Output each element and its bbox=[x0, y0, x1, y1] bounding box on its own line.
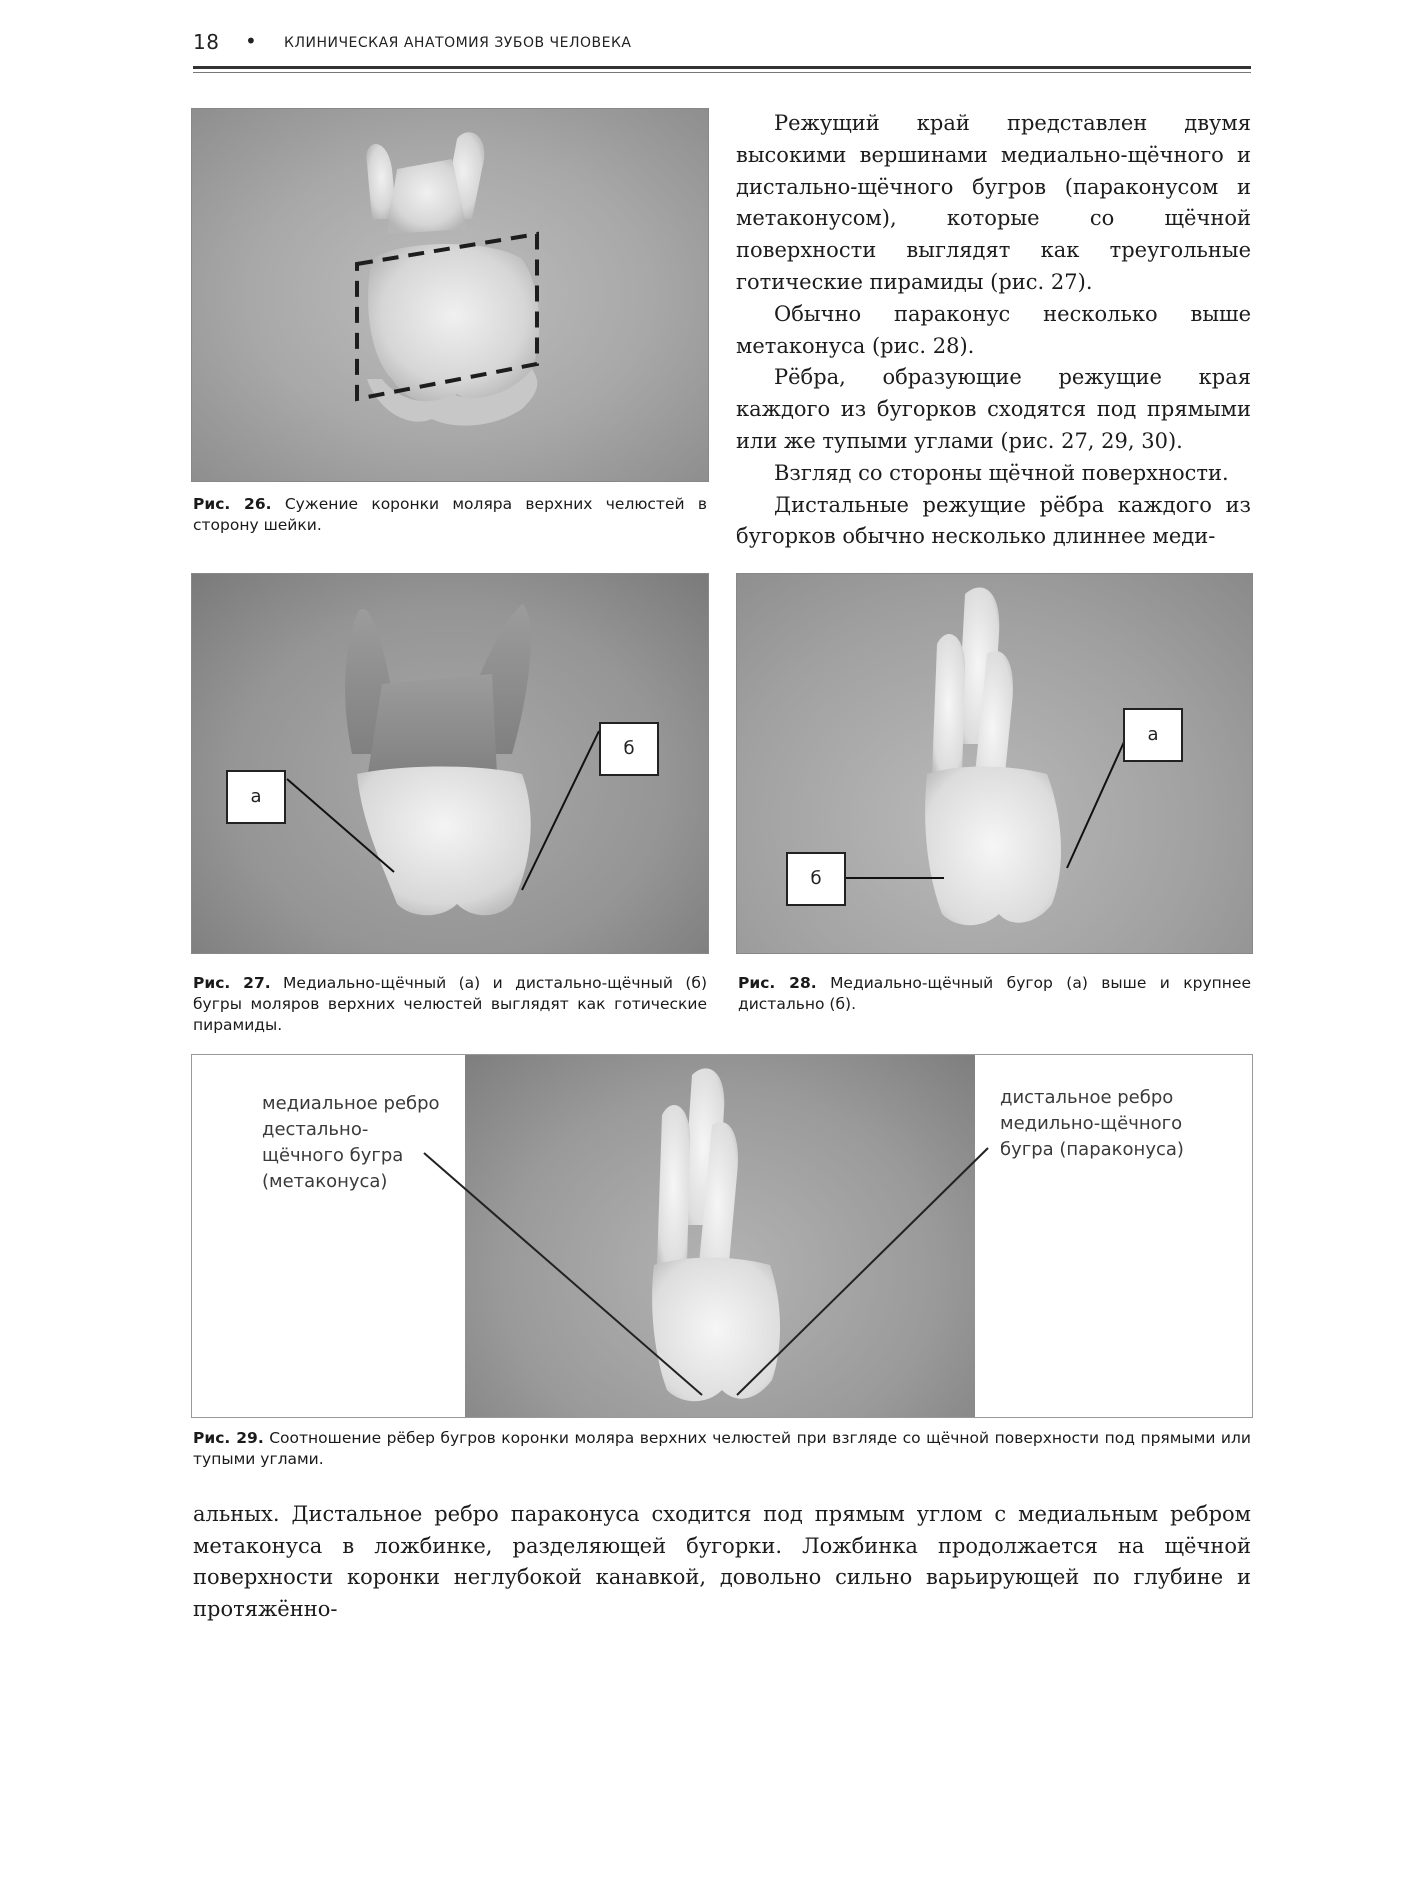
running-header bbox=[193, 30, 1251, 56]
header-rule-thin bbox=[193, 72, 1251, 73]
figure-27-photo bbox=[191, 573, 709, 954]
label-box-a: а bbox=[226, 770, 286, 824]
figure-29-photo bbox=[191, 1054, 1253, 1418]
figure-26-caption bbox=[193, 494, 707, 536]
body-text-bottom bbox=[193, 1499, 1251, 1625]
figure-29-caption-label: Рис. 29. bbox=[193, 1429, 264, 1447]
figure-28-photo bbox=[736, 573, 1253, 954]
body-text-column bbox=[736, 108, 1251, 553]
figure-27-caption-label: Рис. 27. bbox=[193, 974, 271, 992]
label-box-b: б bbox=[599, 722, 659, 776]
annotation-left: медиальное ребро дестально- щёчного бугра (метаконуса) bbox=[262, 1093, 440, 1192]
body-paragraph: Взгляд со стороны щёчной поверхности. bbox=[774, 460, 1229, 485]
figure-28-caption bbox=[738, 973, 1251, 1015]
figure-27-caption-text: Медиально-щёчный (а) и дистально-щёчный (б) бугры моляров верхних челюстей выглядят как готические пирамиды. bbox=[193, 974, 707, 1034]
annotation-right: дистальное ребро медильно-щёчного бугра (параконуса) bbox=[1000, 1087, 1184, 1160]
figure-28-caption-label: Рис. 28. bbox=[738, 974, 817, 992]
body-paragraph: Рёбра, образующие режущие края каждого из бугорков сходятся под прямыми или же тупыми углами (рис. 27, 29, 30). bbox=[736, 365, 1251, 453]
figure-27-caption bbox=[193, 973, 707, 1036]
tooth-illustration bbox=[192, 109, 708, 481]
page-number: 18 bbox=[193, 30, 220, 54]
figure-26-caption-label: Рис. 26. bbox=[193, 495, 272, 513]
body-paragraph: Обычно параконус несколько выше метаконуса (рис. 28). bbox=[736, 301, 1251, 358]
body-paragraph: Дистальные режущие рёбра каждого из бугорков обычно несколько длиннее меди- bbox=[736, 492, 1251, 549]
running-title: КЛИНИЧЕСКАЯ АНАТОМИЯ ЗУБОВ ЧЕЛОВЕКА bbox=[284, 35, 632, 51]
figure-28-caption-text: Медиально-щёчный бугор (а) выше и крупнее дистально (б). bbox=[738, 974, 1251, 1013]
figure-29-caption-text: Соотношение рёбер бугров коронки моляра верхних челюстей при взгляде со щёчной поверхности под прямыми или тупыми углами. bbox=[193, 1429, 1251, 1468]
body-paragraph: Режущий край представлен двумя высокими вершинами медиально-щёчного и дистально-щёчного бугров (параконусом и метаконусом), которые со щёчной поверхности выглядят как треугольные готические пирамиды (рис. 27). bbox=[736, 111, 1251, 294]
header-rule-thick bbox=[193, 66, 1251, 69]
label-box-b: б bbox=[786, 852, 846, 906]
figure-29-caption bbox=[193, 1428, 1251, 1470]
figure-26-photo bbox=[191, 108, 709, 482]
body-paragraph: альных. Дистальное ребро параконуса сходится под прямым углом с медиальным ребром метаконуса в ложбинке, разделяющей бугорки. Ложбинка продолжается на щёчной поверхности коронки неглубокой канавкой, довольно сильно варьирующей по глубине и протяжённо- bbox=[193, 1502, 1251, 1621]
header-separator: • bbox=[245, 29, 258, 53]
figure-26-caption-text: Сужение коронки моляра верхних челюстей в сторону шейки. bbox=[193, 495, 707, 534]
label-box-a: а bbox=[1123, 708, 1183, 762]
